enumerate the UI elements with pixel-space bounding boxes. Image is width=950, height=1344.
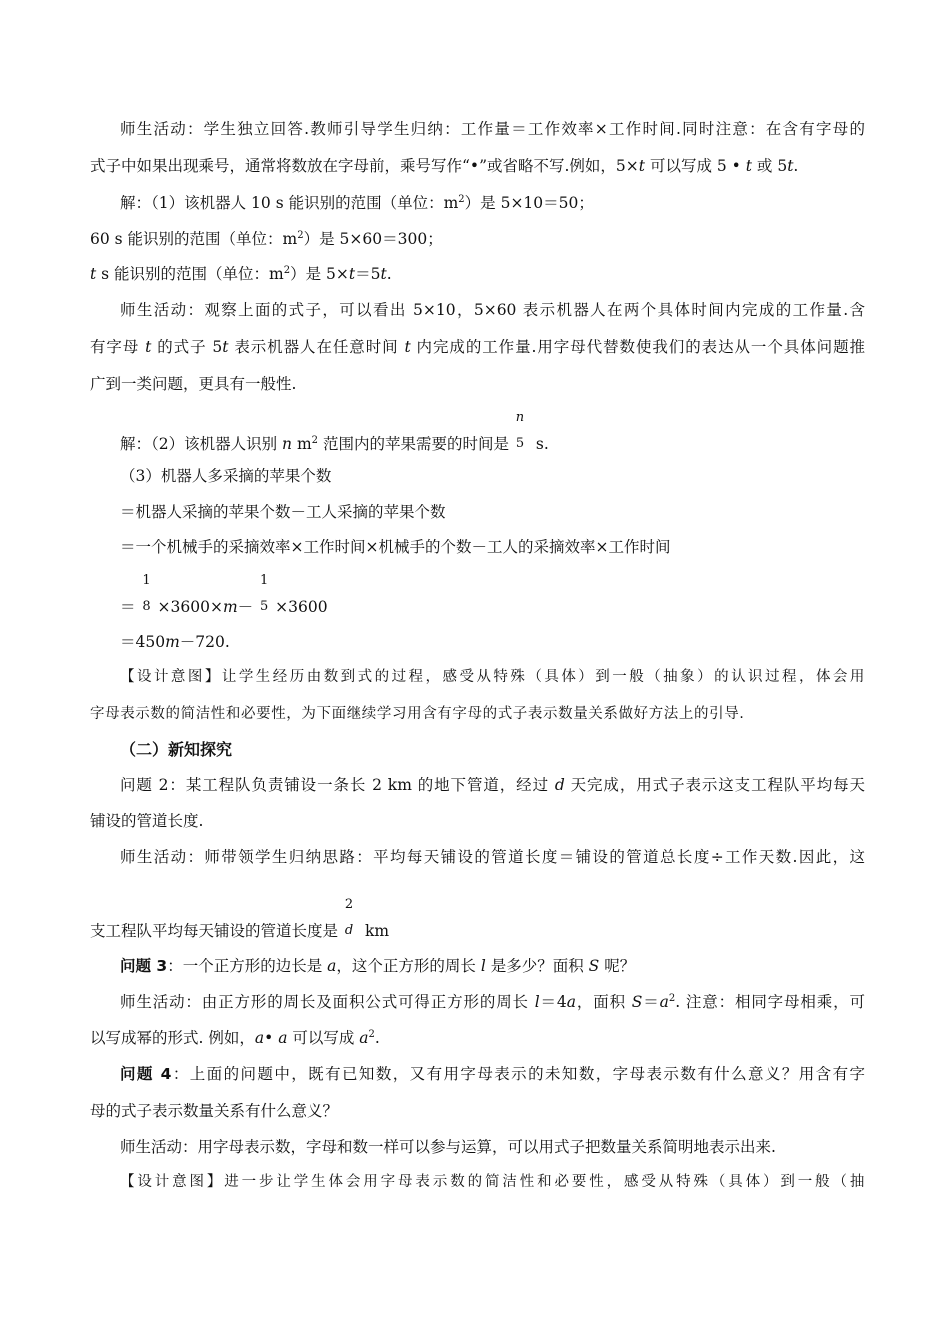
solution-1-60s-line: 60 s 能识别的范围（单位：$m^2$）是 5×60＝300； — [90, 230, 443, 248]
activity-paragraph-3-line-1: 师生活动：师带领学生归纳思路：平均每天铺设的管道长度＝铺设的管道总长度÷工作天数.因此，这 — [120, 848, 865, 866]
solution-3-step-3: ＝ 1 8 ×3600×m－ 1 5 ×3600 — [120, 573, 328, 616]
fraction-1-over-8: 1 8 — [142, 573, 151, 614]
design-intent-1-line-2: 字母表示数的简洁性和必要性，为下面继续学习用含有字母的式子表示数量关系做好方法上的引导. — [90, 706, 745, 722]
design-intent-2-line-1: 【设计意图】进一步让学生体会用字母表示数的简洁性和必要性，感受从特殊（具体）到一般（抽 — [120, 1174, 865, 1190]
solution-2-line: 解：（2）该机器人识别 n $m^2$ 范围内的苹果需要的时间是 n 5 s. — [120, 410, 549, 453]
activity-paragraph-1-line-2: 式子中如果出现乘号，通常将数放在字母前，乘号写作“•”或省略不写.例如，5×t 可以写成 5 • t 或 5t. — [90, 157, 799, 175]
activity-paragraph-4-line-2: 以写成幂的形式. 例如，a• a 可以写成 $a^2$. — [90, 1029, 380, 1047]
question-4-line-1: 问题 4：上面的问题中，既有已知数，又有用字母表示的未知数，字母表示数有什么意义？用含有字 — [120, 1065, 865, 1083]
activity-paragraph-5-line: 师生活动：用字母表示数，字母和数一样可以参与运算，可以用式子把数量关系简明地表示出来. — [120, 1138, 776, 1156]
question-2-line-2: 铺设的管道长度. — [90, 812, 204, 830]
solution-1-line: 解：（1）该机器人 10 s 能识别的范围（单位：$m^2$）是 5×10＝50； — [120, 194, 594, 212]
fraction-n-over-5: n 5 — [515, 410, 525, 451]
activity-paragraph-3-line-2: 支工程队平均每天铺设的管道长度是 2 d km — [90, 897, 390, 940]
activity-paragraph-4-line-1: 师生活动：由正方形的周长及面积公式可得正方形的周长 l＝4a，面积 $S=a^2$. 注意：相同字母相乘，可 — [120, 993, 865, 1011]
solution-3-step-2: ＝一个机械手的采摘效率×工作时间×机械手的个数－工人的采摘效率×工作时间 — [120, 538, 671, 556]
activity-paragraph-2-line-2: 有字母 t 的式子 5t 表示机器人在任意时间 t 内完成的工作量.用字母代替数使我们的表达从一个具体问题推 — [90, 338, 865, 356]
question-3-line: 问题 3：一个正方形的边长是 a，这个正方形的周长 l 是多少？面积 S 呢？ — [120, 957, 636, 975]
solution-3-step-1: ＝机器人采摘的苹果个数－工人采摘的苹果个数 — [120, 503, 446, 521]
solution-3-title: （3）机器人多采摘的苹果个数 — [120, 467, 332, 485]
section-heading-new-knowledge: （二）新知探究 — [120, 740, 233, 759]
fraction-2-over-d: 2 d — [344, 897, 354, 938]
solution-1-t-line: t s 能识别的范围（单位：$m^2$）是 5×t＝5t. — [90, 265, 392, 283]
question-4-line-2: 母的式子表示数量关系有什么意义？ — [90, 1102, 339, 1120]
activity-paragraph-1-line-1: 师生活动：学生独立回答.教师引导学生归纳：工作量＝工作效率×工作时间.同时注意：在含有字母的 — [120, 120, 865, 138]
question-2-line-1: 问题 2：某工程队负责铺设一条长 2 km 的地下管道，经过 d 天完成，用式子表示这支工程队平均每天 — [120, 776, 866, 794]
fraction-1-over-5: 1 5 — [260, 573, 269, 614]
design-intent-1-line-1: 【设计意图】让学生经历由数到式的过程，感受从特殊（具体）到一般（抽象）的认识过程，体会用 — [120, 669, 865, 685]
activity-paragraph-2-line-3: 广到一类问题，更具有一般性. — [90, 375, 297, 393]
activity-paragraph-2-line-1: 师生活动：观察上面的式子，可以看出 5×10，5×60 表示机器人在两个具体时间内完成的工作量.含 — [120, 301, 865, 319]
solution-3-step-4: ＝450m－720. — [120, 633, 230, 651]
